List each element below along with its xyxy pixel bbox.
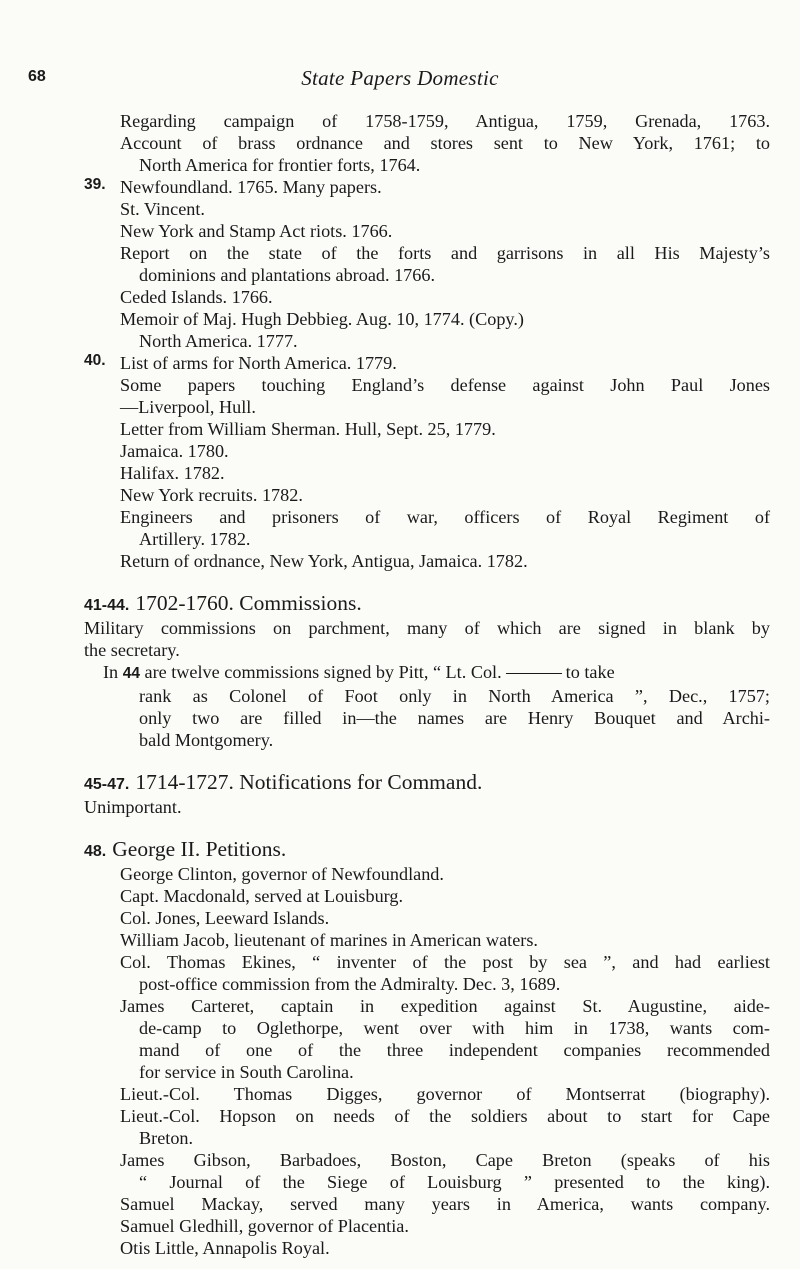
- page-header: [0, 68, 800, 90]
- entry-line: Regarding campaign of 1758-1759, Antigua, 1759, Grenada, 1763.: [120, 111, 770, 131]
- petition-line: Lieut.-Col. Thomas Digges, governor of Montserrat (biography).: [120, 1084, 770, 1104]
- note-line: bald Montgomery.: [139, 730, 274, 750]
- petition-line: Otis Little, Annapolis Royal.: [120, 1238, 330, 1258]
- petition-line: William Jacob, lieutenant of marines in American waters.: [120, 930, 538, 950]
- blank-dash: [506, 673, 562, 674]
- petition-line: James Carteret, captain in expedition against St. Augustine, aide-: [120, 996, 770, 1016]
- petition-line: de-camp to Oglethorpe, went over with him in 1738, wants com-: [139, 1018, 770, 1038]
- entry-line: List of arms for North America. 1779.: [120, 353, 397, 373]
- petition-line: for service in South Carolina.: [139, 1062, 354, 1082]
- entry-line: New York recruits. 1782.: [120, 485, 303, 505]
- note-line: only two are filled in—the names are Henry Bouquet and Archi-: [139, 708, 770, 728]
- entry-line: North America for frontier forts, 1764.: [139, 155, 421, 175]
- petition-line: Breton.: [139, 1128, 194, 1148]
- entry-line: Halifax. 1782.: [120, 463, 225, 483]
- item-40: [84, 352, 770, 572]
- section-description: Unimportant.: [84, 797, 182, 817]
- petition-line: Col. Jones, Leeward Islands.: [120, 908, 330, 928]
- page-number: 68: [28, 68, 46, 85]
- entry-line: North America. 1777.: [139, 331, 298, 351]
- running-title: State Papers Domestic: [301, 66, 499, 90]
- section-number: 45-47.: [84, 776, 130, 793]
- section-number: 41-44.: [84, 597, 130, 614]
- continued-entries: [120, 110, 770, 176]
- entry-line: —Liverpool, Hull.: [120, 397, 256, 417]
- note-intro: In: [103, 662, 119, 682]
- entry-line: New York and Stamp Act riots. 1766.: [120, 221, 393, 241]
- section-heading-45-47: [84, 771, 770, 796]
- section-title: George II. Petitions.: [112, 837, 287, 861]
- petition-line: Capt. Macdonald, served at Louisburg.: [120, 886, 404, 906]
- petition-line: Lieut.-Col. Hopson on needs of the soldiers about to start for Cape: [120, 1106, 770, 1126]
- entry-line: dominions and plantations abroad. 1766.: [139, 265, 436, 285]
- entry-line: Memoir of Maj. Hugh Debbieg. Aug. 10, 1774. (Copy.): [120, 309, 524, 329]
- note-line: rank as Colonel of Foot only in North America ”, Dec., 1757;: [139, 686, 770, 706]
- item-number: 39.: [84, 176, 106, 193]
- entry-line: Jamaica. 1780.: [120, 441, 229, 461]
- petition-line: post-office commission from the Admiralty. Dec. 3, 1689.: [139, 974, 561, 994]
- note-reference: 44: [122, 665, 140, 682]
- page-body: [84, 110, 770, 1259]
- entry-line: Some papers touching England’s defense against John Paul Jones: [120, 375, 770, 395]
- item-number: 40.: [84, 352, 106, 369]
- note-text-end: to take: [565, 662, 615, 682]
- entry-line: St. Vincent.: [120, 199, 205, 219]
- petition-line: Col. Thomas Ekines, “ inventer of the post by sea ”, and had earliest: [120, 952, 770, 972]
- section-title: 1702-1760. Commissions.: [135, 591, 362, 615]
- petition-line: Samuel Gledhill, governor of Placentia.: [120, 1216, 409, 1236]
- section-title: 1714-1727. Notifications for Command.: [135, 770, 483, 794]
- entry-line: Report on the state of the forts and garrisons in all His Majesty’s: [120, 243, 770, 263]
- commission-note: [103, 661, 770, 685]
- section-description: the secretary.: [84, 640, 180, 660]
- petition-line: “ Journal of the Siege of Louisburg ” presented to the king).: [139, 1172, 770, 1192]
- entry-line: Letter from William Sherman. Hull, Sept. 25, 1779.: [120, 419, 496, 439]
- item-39: [84, 176, 770, 352]
- entry-line: Return of ordnance, New York, Antigua, Jamaica. 1782.: [120, 551, 528, 571]
- entry-line: Newfoundland. 1765. Many papers.: [120, 177, 382, 197]
- entry-line: Artillery. 1782.: [139, 529, 251, 549]
- section-description: Military commissions on parchment, many of which are signed in blank by: [84, 618, 770, 638]
- petition-line: mand of one of the three independent companies recommended: [139, 1040, 770, 1060]
- entry-line: Account of brass ordnance and stores sent to New York, 1761; to: [120, 133, 770, 153]
- petition-line: George Clinton, governor of Newfoundland.: [120, 864, 444, 884]
- section-heading-48: [84, 838, 770, 863]
- section-heading-41-44: [84, 592, 770, 617]
- section-number: 48.: [84, 843, 107, 860]
- entry-line: Engineers and prisoners of war, officers of Royal Regiment of: [120, 507, 770, 527]
- petition-line: Samuel Mackay, served many years in America, wants company.: [120, 1194, 770, 1214]
- note-text: are twelve commissions signed by Pitt, “ Lt. Col.: [144, 662, 502, 682]
- entry-line: Ceded Islands. 1766.: [120, 287, 273, 307]
- petition-line: James Gibson, Barbadoes, Boston, Cape Breton (speaks of his: [120, 1150, 770, 1170]
